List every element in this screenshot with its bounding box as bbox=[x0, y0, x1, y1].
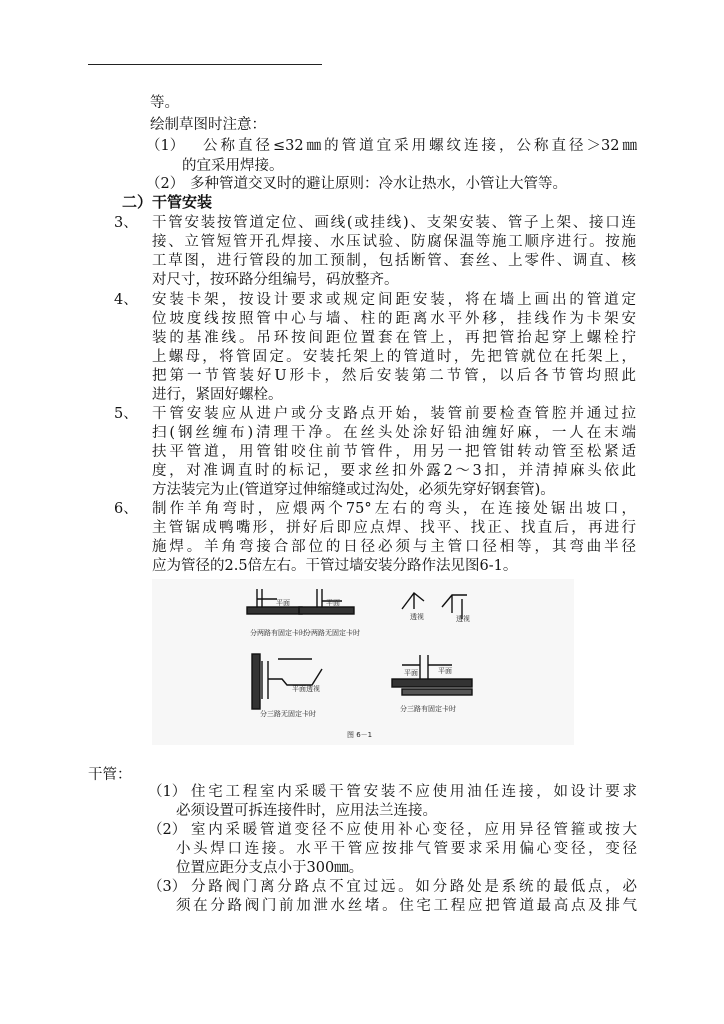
paragraph-line: 扫(钢丝缠布)清理干净。在丝头处涂好铅油缠好麻，一人在末端 bbox=[152, 425, 636, 441]
paragraph-line: 应为管径的2.5倍左右。干管过墙安装分路作法见图6-1。 bbox=[152, 558, 518, 574]
paragraph-line: 上螺母，将管固定。安装托架上的管道时，先把管就位在托架上， bbox=[152, 349, 636, 365]
intro-line: 绘制草图时注意： bbox=[150, 117, 266, 133]
wall-section bbox=[402, 689, 472, 695]
figure-label: 平面 bbox=[438, 667, 452, 675]
paragraph-line: 小头焊口连接。水平干管应按排气管要求采用偏心变径，变径 bbox=[176, 841, 637, 857]
header-rule bbox=[88, 64, 322, 65]
note-number: （2） bbox=[146, 176, 185, 192]
paragraph-line: 工草图，进行管段的加工预制，包括断管、套丝、上零件、调直、核 bbox=[152, 253, 636, 269]
paragraph-line: 干管安装按管道定位、画线(或挂线)、支架安装、管子上架、接口连 bbox=[152, 215, 636, 231]
intro-line: 等。 bbox=[150, 95, 179, 111]
figure-label: 平面 bbox=[404, 669, 418, 677]
item-number: 3、 bbox=[114, 215, 138, 231]
paragraph-line: 方法装完为止(管道穿过伸缩缝或过沟处，必须先穿好钢套管)。 bbox=[152, 482, 555, 498]
figure-label: 平面 bbox=[326, 599, 340, 607]
note-number: （1） bbox=[146, 138, 185, 154]
item-number: 4、 bbox=[114, 292, 138, 308]
figure-label: 透视 bbox=[410, 613, 424, 621]
paragraph-line: 干管安装应从进户或分支路点开始，装管前要检查管腔并通过拉 bbox=[152, 406, 636, 422]
paragraph-line: 安装卡架，按设计要求或规定间距安装，将在墙上画出的管道定 bbox=[152, 292, 636, 308]
paragraph-line: 必须设置可拆连接件时，应用法兰连接。 bbox=[176, 803, 437, 819]
figure-6-1 bbox=[152, 579, 574, 745]
figure-caption: 图 6－1 bbox=[347, 731, 373, 739]
figure-label: 分两路有固定卡时 bbox=[250, 629, 306, 637]
paragraph-line: 施焊。羊角弯接合部位的日径必须与主管口径相等，其弯曲半径 bbox=[152, 539, 636, 555]
paragraph-line: 接、立管短管开孔焊接、水压试验、防腐保温等施工顺序进行。按施 bbox=[152, 234, 636, 250]
paragraph-line: 进行，紧固好螺栓。 bbox=[152, 387, 283, 403]
item-number: （2） bbox=[148, 822, 187, 838]
paragraph-line: 位坡度线按照管中心与墙、柱的距离水平外移，挂线作为卡架安 bbox=[152, 311, 636, 327]
subsection-title: 干管： bbox=[88, 767, 132, 783]
pipe-through-wall-diagram bbox=[152, 579, 574, 745]
figure-label: 平面 bbox=[276, 599, 290, 607]
figure-background bbox=[152, 579, 574, 745]
paragraph-line: 位置应距分支点小于300㎜。 bbox=[176, 860, 364, 876]
paragraph-line: 室内采暖管道变径不应使用补心变径，应用异径管箍或按大 bbox=[191, 822, 637, 838]
section-heading: 二）干管安装 bbox=[122, 193, 213, 211]
figure-label: 透视 bbox=[456, 615, 470, 623]
paragraph-line: 住宅工程室内采暖干管安装不应使用油任连接，如设计要求 bbox=[191, 784, 637, 800]
paragraph-line: 扶平管道，用管钳咬住前节管件，用另一把管钳转动管至松紧适 bbox=[152, 444, 636, 460]
item-number: 5、 bbox=[114, 406, 138, 422]
wall-section bbox=[252, 654, 260, 709]
figure-label: 分两路无固定卡时 bbox=[304, 629, 360, 637]
wall-section bbox=[392, 679, 472, 687]
paragraph-line: 对尺寸，按环路分组编号，码放整齐。 bbox=[152, 272, 399, 288]
paragraph-line: 制作羊角弯时，应煨两个75°左右的弯头，在连接处锯出坡口， bbox=[152, 501, 636, 517]
paragraph-line: 把第一节管装好U形卡，然后安装第二节管，以后各节管均照此 bbox=[152, 368, 636, 384]
paragraph-line: 分路阀门离分路点不宜过远。如分路处是系统的最低点，必 bbox=[191, 879, 637, 895]
note-text: 多种管道交叉时的避让原则：冷水让热水，小管让大管等。 bbox=[190, 176, 567, 192]
note-text: 公称直径≤32㎜的管道宜采用螺纹连接，公称直径＞32㎜ bbox=[203, 138, 637, 154]
wall-section bbox=[299, 607, 354, 614]
note-text: 的宜采用焊接。 bbox=[182, 158, 284, 174]
item-number: （3） bbox=[148, 879, 187, 895]
paragraph-line: 主管锯成鸭嘴形，拼好后即应点焊、找平、找正、找直后，再进行 bbox=[152, 520, 636, 536]
paragraph-line: 装的基准线。吊环按间距位置套在管上，再把管抬起穿上螺栓拧 bbox=[152, 330, 636, 346]
item-number: 6、 bbox=[114, 501, 138, 517]
figure-label: 分三路有固定卡时 bbox=[400, 705, 456, 713]
figure-label: 透视 bbox=[306, 685, 320, 693]
item-number: （1） bbox=[148, 784, 187, 800]
paragraph-line: 须在分路阀门前加泄水丝堵。住宅工程应把管道最高点及排气 bbox=[176, 898, 637, 914]
wall-section bbox=[247, 607, 302, 614]
paragraph-line: 度，对准调直时的标记，要求丝扣外露2～3扣，并清掉麻头依此 bbox=[152, 463, 636, 479]
figure-label: 平面 bbox=[292, 685, 306, 693]
figure-label: 分三路无固定卡时 bbox=[260, 710, 316, 718]
